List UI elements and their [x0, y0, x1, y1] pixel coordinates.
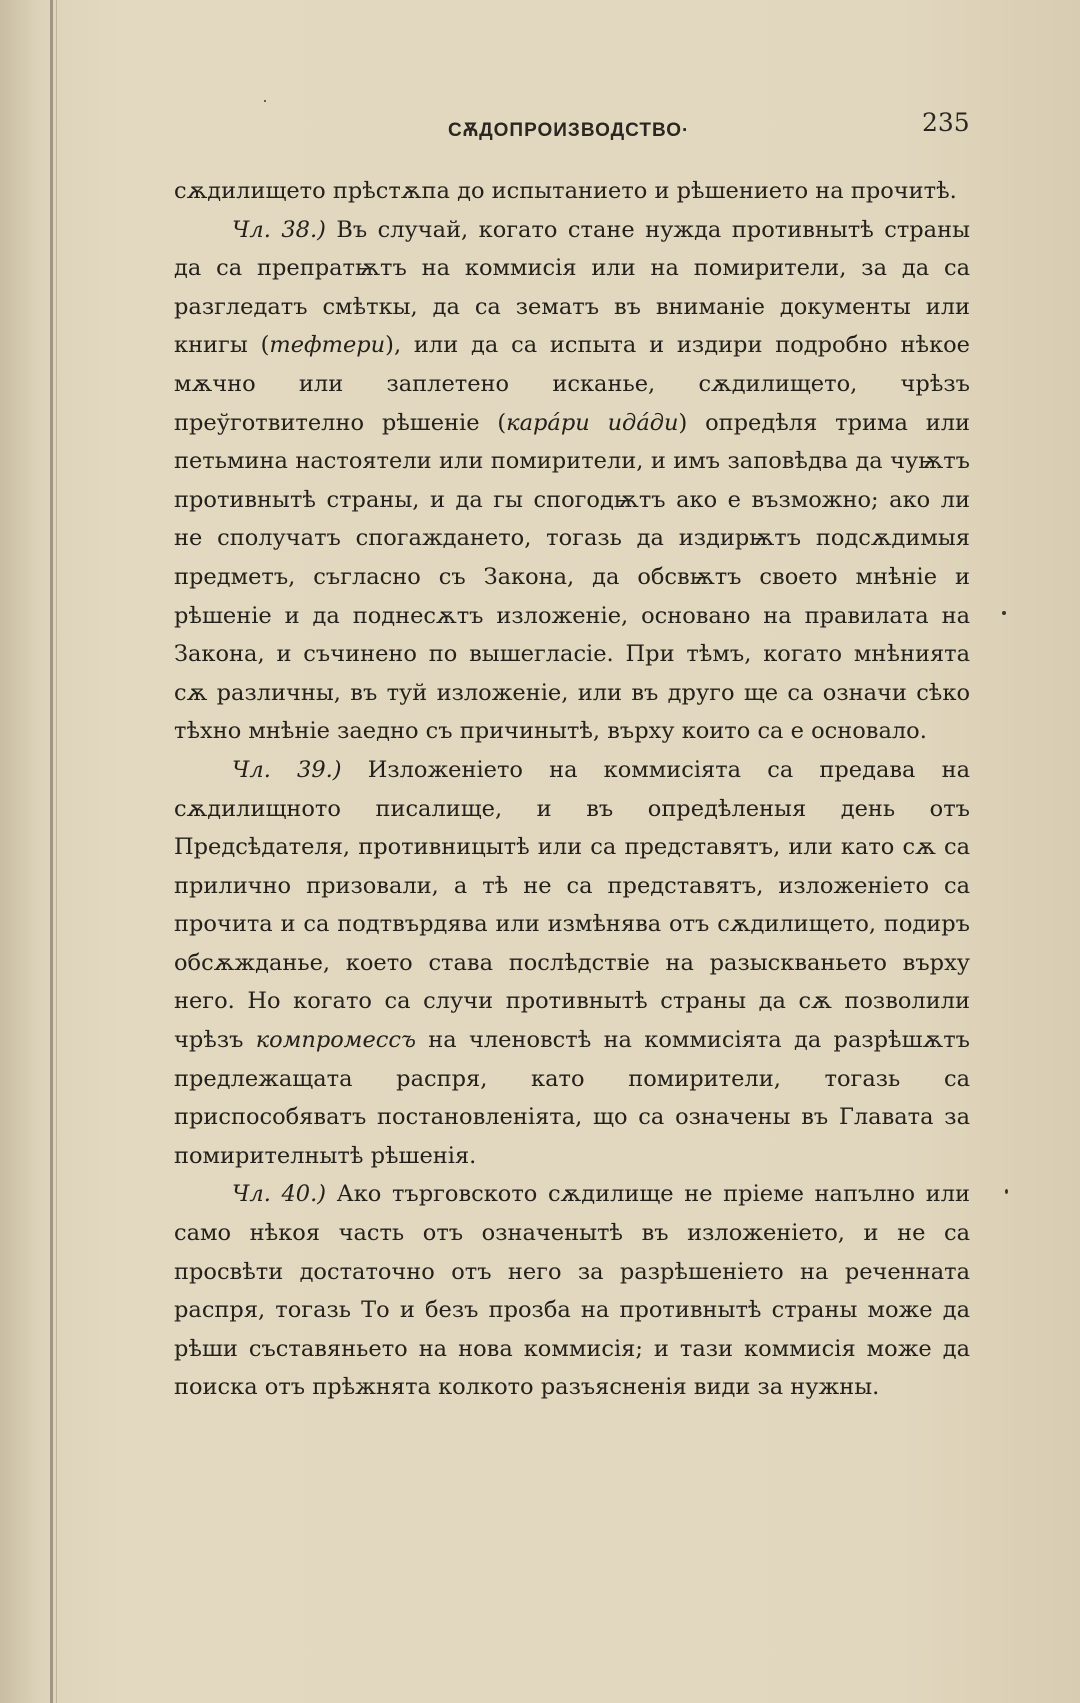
italic-term: тефтери — [269, 332, 386, 359]
paragraph-text: ), или да са испыта и издири подробно нѣкое мѫчно или заплетено исканье, сѫдилището, чрѣзъ преўготвително рѣшеніе ( — [174, 332, 970, 436]
paragraph-text: на членовстѣ на коммисіята да разрѣшѫтъ предлежащата распря, като помирители, тогазь са приспособяватъ постановленіята, що са означены въ Главата за помирителнытѣ рѣшенія. — [174, 1027, 971, 1169]
page-header — [0, 110, 1080, 150]
body-text — [174, 172, 970, 1407]
paragraph-article-40 — [174, 1175, 970, 1407]
running-head: СѪДОПРОИЗВОДСТВО· — [448, 120, 690, 141]
paragraph-text: Изложеніето на коммисіята са предава на сѫдилищното писалище, и въ опредѣленыя день отъ Предсѣдателя, противницытѣ или са представятъ, или като сѫ са прилично призовали, а тѣ не са представятъ, изложеніето са прочита и са подтвърдява или измѣнява отъ сѫдилището, подиръ обсѫжданье, което става послѣдствіе на разыскваньето върху него. Но когато са случи противнытѣ страны да сѫ позволили чрѣзъ — [174, 756, 970, 1054]
paragraph-text: Въ случай, когато стане нужда противнытѣ страны да са препратѭтъ на коммисія или на помирители, за да са разгледатъ смѣткы, да са зематъ въ вниманіе документы или книгы ( — [174, 216, 970, 359]
article-number: Чл. 38.) — [232, 216, 326, 243]
paragraph-article-39 — [174, 751, 970, 1176]
paper-speck — [1002, 611, 1006, 615]
paragraph-text: ) опредѣля трима или петьмина настоятели или помирители, и имъ заповѣдва да чуѭтъ противнытѣ страны, и да гы спогодѭтъ ако е възможно; ако ли не сполучатъ спогаждането, тогазь да издирѭтъ подсѫдимыя предметъ, съгласно съ Закона, да обсвѭтъ своето мнѣніе и рѣшеніе и да поднесѫтъ изложеніе, основано на правилата на Закона, и съчинено по вышегласіе. При тѣмъ, когато мнѣнията сѫ различны, въ туй изложеніе, или въ друго ще са означи сѣко тѣхно мнѣніе заедно съ причинытѣ, върху които са е основало. — [174, 409, 971, 745]
binding-shadow — [56, 0, 57, 1703]
paper-speck — [264, 100, 266, 102]
paragraph-article-38 — [174, 211, 970, 751]
page-number: 235 — [922, 108, 970, 137]
italic-term: карáри идáди — [506, 409, 679, 436]
article-number: Чл. 40.) — [232, 1181, 327, 1208]
paragraph-text: сѫдилището прѣстѫпа до испытанието и рѣшението на прочитѣ. — [174, 178, 957, 204]
binding-edge — [50, 0, 53, 1703]
paragraph-text: Ако търговското сѫдилище не пріеме напълно или само нѣкоя часть отъ означенытѣ въ изложеніето, и не са просвѣти достаточно отъ него за разрѣшеніето на реченната распря, тогазь То и безъ прозба на противнытѣ страны може да рѣши съставяньето на нова коммисія; и тази коммисія може да поиска отъ прѣжнята колкото разъясненія види за нужны. — [174, 1181, 970, 1401]
paragraph-continuation — [174, 172, 970, 211]
italic-term: компромессъ — [255, 1027, 416, 1054]
article-number: Чл. 39.) — [232, 756, 342, 783]
paper-speck — [1005, 1189, 1008, 1194]
